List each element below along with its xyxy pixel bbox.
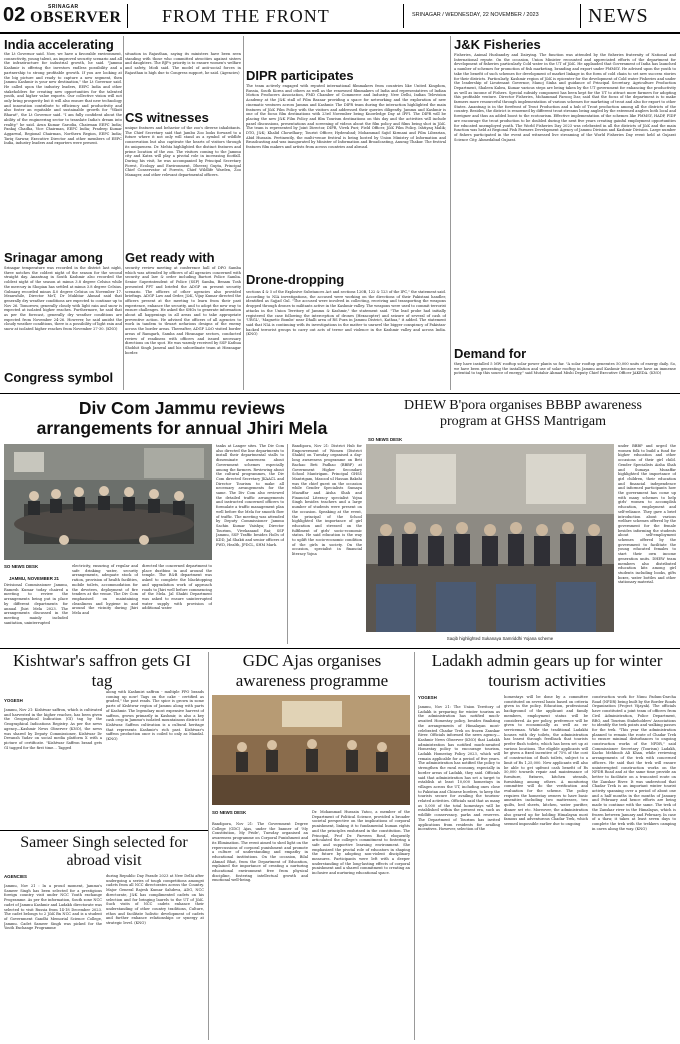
paper-name-small: SRINAGAR — [48, 4, 79, 10]
headline-get-ready: Get ready with — [125, 250, 215, 265]
column-divider — [243, 36, 244, 390]
story-srinagar-col1: Srinagar temperature was recorded in the district last night, three notches the coldest night of the season for the second straight day. Anantnag in South Kashmir also recorded the coldest night of the season at minus 3.8 degree Celsius while the mercury in Shopian has settled at minus 3.8 degree Celsius. Gulmarg recorded minus 4.0 degree Celsius on November 17. Meanwhile, Director MeT, Dr Mukhtar Ahmad said that generally dry weather conditions are expected to continue up to Nov 26. Tomorrow, generally cloudy with light rain and snow is expected at isolated higher reaches. Furthermore, he said that as per the forecast, generally dry weather conditions are expected from November 24-26. However, he said amidst the cloudy weather conditions, there is a possibility of light rain and snow at isolated higher reaches from November 27-30. (KNO) — [4, 266, 122, 332]
story-sameer-col1: Jammu, Nov 21 : In a proud moment, Jammu's Sameer Singh has been selected for a prestigious foreign country visit under NCC Youth exchange Programme. As per the information, South zone NCC cadet of Jammu Kashmir and Ladakh directorate was selected to visit Russia from 14-18 December 2023. The cadet belongs to 2 J&K Bn NCC and is a student of Government Gandhi Memorial Science College, Jammu. Cadet Sameer Singh was picked for the Youth Exchange Programme — [4, 884, 102, 931]
story-dipr-col1: The team actively engaged with reputed international filmmakers from countries like United Kingdom, Russia, South Korea and others as well as the renowned filmmakers of India and representatives of Indian Motion Producers Association, FMD Chamber of Commerce and Industry, New Delhi, Indian Television Academy at the J&K stall of Film Bazaar providing a space for networking and the exploration of new cinematic ventures across Jammu and Kashmir. The DIPR team during the interaction highlighted the main features of J&K Film Policy with the visitors and addressed their queries diligently. Jammu and Kashmir is one of the focus film destinations with 23rd November being Knowledge Day at IFFI. The DIPR will be placing the new J&K Film Policy and film Tourism destinations on this day and the activities will include panel discussions, presentations and screening of videos about the film policy and films being shot in J&K. The team is represented by Joint Director, DIPR, Vivek Puri; Field Officer, J&K Film Policy, Ishtiyaq Malik; DTO, J&K; Khalid Chowdhary; Tourist Officer, Hyderabad; Mohammad Sajid Kirmani and Film Librarian, Abid Hussain. Pertinently, the multi-venue festival is being hosted by Union Ministry of Information and Broadcasting and was inaugurated by Minister of Information and Broadcasting, Anurag Thakur. The festival features film makers and artists from across countries and abroad. — [246, 84, 446, 150]
story-getready-col1: security review meeting at conference hall of DPO Samba which was attended by officers of all agencies concerned with security and law & order including Bartori Police Samba. Senior Superintendent of Police (SSP) Samba, Benam Tosh presented PPT and briefed the ADGP on present security scenario. The officers of other agencies also provided briefings. ADGP Law and Order, J&K, Vijay Kumar directed the officers present at the meeting to learn from their past experience, enhance the security, and to adopt the new way to ensure challenges. He asked the SHOs to generate information about all happenings in all areas and to take appropriate preventive action. He advised the officers of all agencies to work in tandem to thwart nefarious designs of the enemy across the border areas. Thereafter, ADGP L&O visited border areas of Ramgarh, Samba and Hiranagar sectors, conducted review of readiness with officers and issued necessary directions on the spot. He was warmly received by SSP Kathua Shobhit Singh Jamwal and his subordinate team at Hiranagar border. — [125, 266, 241, 355]
story-divcom-col2: electricity, ensuring of regular and safe drinking water, security arrangements, adequate stock of ration, provision of health facilities, mobile toilets, accommodation for the devotees, deployment of fire tenders at the venue. The Div Com emphasised on maintaining cleanliness and hygiene in and around the vicinity during Jhiri Mela and — [72, 564, 138, 616]
story-india-col1: the Lt Governor said. Now, we have a favorable environment, connectivity, young talent, an improved security scenario and all the infrastructure for industrial growth, he said. "Jammu Kashmir is offering the investors endless possibility and a partnership to strong profitable growth. If you are looking at the big picture and ready to capture a new segment, then Jammu Kashmir is your new destination," the Lt Governor said. He called upon the industry leaders, EEPC India and other stakeholders for creating new opportunities for the talented youth, and higher value exports. Our collective vision will not only bring prosperity but it will also ensure that new technology and innovation contribute to efficiency and productivity and also foster an equitable and sustainable growth for "Viksit Bharat", the Lt Governor said. "I am fully confident about the ability of the engineering sector to translate India's dream into reality," he said. Arun Kumar Garodia, Chairman EEPC India; Pankaj Chadha, Vice Chairman, EEPC India; Pradeep Kumar Aggarwal, Regional Chairman, Northern Region, EEPC India; Tariq Sarwar, Executive Director and other members of EEPC India, industry leaders and exporters were present. — [4, 52, 122, 146]
headline-cs-witnesses: CS witnesses — [125, 110, 209, 125]
story-demand-col1: they have installed 5 MW rooftop solar power plants so far. "A solar rooftop generates 50,000 units of energy daily. So, we have been generating the installation and use of solar rooftop in Jammu and Kashmir because we have an immense potential to tap this source of energy," said Mutahir Ahmad Mishi Deputy Chief Executive Officer JAKEDA. (KNO) — [454, 362, 676, 376]
headline-congress-symbol: Congress symbol — [4, 370, 114, 385]
column-divider — [287, 444, 288, 644]
headline-sameer: Sameer Singh selected for abroad visit — [20, 834, 188, 869]
story-saffron-col2: along with Kashmiri saffron - multiple FPO brands coming up now! Tags on the cake - certified as graded," the post reads. The spice is grown in some parts of Kishtwar region of Jammu along with parts of Kashmir. The legendary most expensive harvest of saffron, grown primarily in Kashmir, is also a key cash crop in Jammu's isolated mountainous district of Kishtwar. Saffron cultivation is a cultural heritage that represents Kashmir's rich past. Kishtwar's saffron production once is coiled to only as Mandal. (KNO) — [106, 690, 204, 742]
page-number: 02 — [3, 4, 26, 26]
story-ladakh-col2: homestays will be done by a committee constituted on several basis based on criteria given in the policy. Education, professional background of the applicant and family members, employment status will be considered. As per policy, preference will be given to economically as well as ex-serviceman. While the traditional Ladakhi houses with dry toilets, the administration has learnt through feedback that tourists prefer flush toilets, which has been set up at various locations. The eligible applicants will be given a fixed incentive of 75% of the cost of construction of flush toilets, subject to a limit of Rs 1,25,000. New applicants will also be able to get upfront cash benefit of Rs 50,000 towards repair and maintenance of furniture, fixtures, kitchen utensils, furnishing among others. A monitoring committee will do the verification and evaluation for the scheme. The policy requires the homestay owners to have basic amenities including two mattresses, two quilts, bed sheets, kitchen, water purifier, dinner set etc. Moreover, the administration also geared up for holding Himalayan most famous and adventurous Chadar Trek, which seemed impossible earlier due to ongoing — [504, 695, 588, 826]
story-cs-col1: unique features and behavior of the zoo's diverse inhabitants. The Chief Secretary said that Jambu Zoo looks forward to a future where it not only will stand as a symbol of wildlife conservation but also captivate the hearts of visitors through its uniqueness. Dr. Mehta highlighted the distinct features and prime location of the zoo. The visitors coming to the Jammu city and Katra will play a pivotal role in increasing footfall. During his visit, he was accompanied by Principal Secretary Forest, Ecology and Environment, Dheeraj Gupta, Principal Chief Conservator of Forests, Chief Wildlife Warden, Zoo Manager, and other relevant departmental officers. — [125, 126, 241, 178]
headline-srinagar-among: Srinagar among — [4, 250, 103, 265]
headline-ladakh: Ladakh admin gears up for winter tourism activities — [431, 651, 663, 690]
story-saffron-col1: Jammu, Nov 21: Kishtwar saffron, which is cultivated and harvested in the higher reaches, has been given the Geographical Indication (GI) tag by the Geographical Indications Registry. As per the news agency—Kashmir News Observer (KNO), the news was shared by Deputy Commissioner, Kishtwar Dr Devansh Yadav on social media platform X with a picture of certificate. "Kishtwar Saffron brand gets GI tagged for the first time… Tagged — [4, 708, 102, 750]
story-dhew-col2: under BBBP and urged the women folk to build a fund for higher education and other occasions of their girl child. Gender Specialists Aisha Shah and Sumaya Muzaffar highlighted the importance of girl children, their education and financial independence and informed participants how the government has come up with many schemes to help girls' women to accomplish education, employment and self-reliance. They gave a brief introduction about various welfare schemes offered by the government for the female besides informing the students about self-employment schemes offered by the government to facilitate the young educated females to start their own income generation units. DHEW team members also distributed education kits among girl students including books, gifts boxes, water bottles and other stationary material. — [618, 444, 676, 585]
divcom-byline: SO NEWS DESK — [4, 564, 39, 569]
news-label: NEWS — [588, 5, 649, 27]
paper-name: OBSERVER — [30, 9, 122, 26]
meeting-photo — [4, 444, 212, 560]
story-dhew-col1: Bandipora, Nov 21: District Hub for Empowerment of Women (District Shakti) on Tuesday organised a day-long awareness programme on Beti Bachao Beti Padhao (BBBP) at Government Higher Secondary School Mantrigam. Principal GHSS Mantrigam, Masood ul Hassan Bakshi was the chief guest on the occasion while Gender Specialists Sumaya Muzaffar and Aisha Shah and Financial Literacy specialist Yojna Singh besides teachers and a large number of students were present on the occasion. Speaking at the event, the principal of the School highlighted the importance of girl education and stressed on the fulfilment of girls' socio-economic status. He said education is the way to uplift the socio-economic condition of the girls in society. On the occasion, specialist in financial literacy Yojna — [292, 444, 362, 557]
story-gdc-col1: Bandipora, Nov 21: The Government Degree College (GDC) Ajas, under the banner of 'My Constitution, My Pride', Tuesday organised an awareness programme on Corporal Punishment and its Elimination. The event aimed to shed light on the repercussions of corporal punishment and promote a culture of understanding and empathy in educational institutions. On the occasion, Bilal Ahmad Bhat, from the Department of Education, explained the importance of creating a nurturing educational environment free from physical discipline, fostering intellectual growth and emotional well-being. — [212, 822, 308, 883]
masthead-divider — [580, 4, 581, 28]
dateline: SRINAGAR / WEDNESDAY, 22 NOVEMBER / 2023 — [412, 12, 539, 18]
masthead-rule — [0, 32, 680, 34]
saffron-byline: YOGESH — [4, 698, 23, 703]
headline-dipr-participates: DIPR participates — [246, 68, 354, 83]
headline-jk-fisheries: J&K Fisheries — [454, 37, 541, 52]
headline-gdc: GDC Ajas organises awareness programme — [235, 651, 389, 690]
headline-divcom-box — [4, 398, 360, 438]
story-ladakh-col1: Jammu, Nov 21: The Union Territory of Ladakh is preparing for winter tourism as the administration has notified much-awaited Homestay policy, besides finalizing the arrangements of Himalayan most-celebrated Chadar Trek on frozen Zanskar River. Officials informed the news agency—Kashmir News Observer (KNO) that Ladakh administration has notified much-awaited Homestay policy to encourage tourism, Ladakh Homestay Policy 2023, which will remain applicable for a period of five years. The administration has notified the policy to strengthen the rural economy, especially in border areas of Ladakh, they said. Officials said that administration has set a target to establish at least 10,000 homestays in villages across the UT, including ones close to Pakistan and Chinese borders, to keep the tourists secure for availing the tourism-related activities. Officials said that as many as 5,000 of the total homestays will be established within the present era, such as wildlife conservancy, parks and reserves. The Department of Tourism has invited applications from residents for availing incentives. However, selection of the — [418, 705, 500, 832]
bbbp-photo — [366, 444, 614, 632]
column-divider — [123, 36, 124, 390]
sameer-byline: AGENCIES — [4, 874, 27, 879]
bbbp-photo-caption: Saqib highlighted Sukanaya Samriddhi Yojana scheme — [446, 636, 554, 641]
column-divider — [208, 652, 209, 1040]
masthead-divider — [127, 4, 128, 28]
divcom-dateline: JAMMU, NOVEMBER 21 — [8, 576, 59, 581]
headline-saffron: Kishtwar's saffron gets GI tag — [13, 651, 191, 690]
headline-india-accelerating: India accelerating — [4, 37, 114, 52]
headline-dhew-box — [370, 398, 676, 434]
column-divider — [414, 652, 415, 1040]
headline-demand-for: Demand for — [454, 346, 527, 361]
gdc-photo — [212, 695, 410, 805]
headline-drone-dropping: Drone-dropping — [246, 272, 345, 287]
section-rule — [0, 393, 680, 394]
column-divider — [450, 36, 451, 390]
section-rule — [0, 830, 208, 831]
gdc-byline: SO NEWS DESK — [212, 810, 247, 815]
story-jk-col1: Fisheries, Animal Husbandry and Dairying. The function was attended by the fisheries fraternity of National and International repute. On the occasion, Union Minister recounted and appreciated efforts of the department for development of fisheries particularly Cold water in the UT of J&K. He applauded that Government of India has launched a number of schemes for promotion of fish marketing, branding and export under PMMSY. He advised upon the youth to take the benefit of such schemes for development of market linkage in the form of cold chain to set new success stories for their districts. Particularly, Kashmir region of J&K is epicenter for the development of Cold water Fisheries and under the leadership of Lieutenant Governor, Manoj Sinha and guidance of Principal Secretary, Agriculture Production Department, Shaleen Kabra, Kumar various steps are being taken by the UT government for enhancing the productivity as well as income of Fishers. Special subsidy component has been kept for the UT to attract more farmers for adopting this profitable venture. Director Fisheries, Mohammad Farooq Dar, said that the focus of the department is to make farmers more resourceful through implementation of various schemes for marketing of trout and also for export to other States. Anantnag is in the forefront of Trout Production and a hub of Trout production among all the districts of the country. Besides, the district is renowned by different trout streams being angled by the esteemed anglers both local and foreigner and thus an added boost to the ecotourism. Effective implementation of the schemes like PMMSY, HADP, FIDF are encourage the trout production to be doubled during the next five years creating gainful employment opportunities for educated unemployed youth. The World Fisheries Day 2023 was celebrated in all the districts of J&K and the main function was held at Regional Fish Farmers Development Agency of Jammu Division and Kashmir Division. Large number of fishers participated in the event and witnessed live streaming of the World Fisheries Day event held at Gujarat Science City, Ahmedabad Gujarat. — [454, 53, 676, 142]
story-sameer-col2: during Republic Day Parade 2023 at New Delhi after undergoing a series of tough competitions amongst cadets from all NCC directorates across the Country. Major General Rajesh Kumar Sahdeva, ADG, NCC directorate, J&K has complimented cadets on his selection and for bringing laurels to the UT of J&K. Such visits of NCC cadets enhance their understanding of other country traditions, Culture, ethos and facilitate holistic development of cadets and further enhance relationships or synergy at strategic level. (KNO) — [106, 874, 204, 926]
story-ladakh-col3: construction work for Nimu Padum-Darcha Road (NPDR) being built by the Border Roads Organisation (Project Vijayak). The officials have constituted a joint team of officers from Civil Administration, Police Department, BRO, and Tourism Stakeholders' Associations to identify the trek points and walking passes for the trek. "This year the administration planned to remain the route of Chadar Trek to ensure minimal disturbances to ongoing construction works of the NPDR," said Commissioner Secretary (Tourism) Ladakh, Kacho Mehboob Ali Khan, while reviewing arrangements of the trek with concerned officers. He said that the trek will ensure uninterrupted construction works on the NPDR Road and at the same time provide an better to facilitate on a truncated route on the Zanskar River. It was understood that Chadar Trek is an important winter tourist activity spanning over a period of about one and a half months in the months of January and February and hence efforts are being made to continue with the same. The trek of the Zanskar river in the Himalayas, which is frozen between January and February. In case of a thaw, it takes at least seven days to complete the trek with the trekkers camping in caves along the way. (KNO) — [592, 695, 676, 831]
story-gdc-col2: Dr. Mohammad Hussain Yatoo, a member of the Department of Political Science, provided a broader societal perspective on the implications of corporal punishment, linking it to fundamental human rights and the principles enshrined in the constitution. The Principal, Prof Dr. Parveen Rouf, eloquently articulated the college's commitment to fostering a safe and supportive learning environment. She emphasized the pivotal role of educators in shaping the future by adopting non-violent disciplinary measures. Participants were left with a deeper understanding of the long-lasting effects of corporal punishment and a shared commitment to creating an inclusive and nurturing educational space. — [312, 810, 410, 876]
masthead-divider — [403, 4, 404, 28]
story-drone-col1: sections 4 & 5 of the Explosive Substances Act and sections 120B, 122 & 123 of the IPC," the statement said. According to NIA investigations, the accused were working on the directions of their Pakistani handler, identified as Sajjad Gul. "The accused were involved in collecting, receiving and transporting the weapons dropped through drones to militants active in the Kashmir valley. The weapons were used to commit terrorist attacks in the Union Territory of Jammu & Kashmir," the statement said. "The lead probe had initially registered the case following the interception of drones (Hexacopter) and seizure of several of cash of 'UBGL', 'Magnetic Bombs' near Dhalli area of RS Pura in Jammu District, Kathua," it added. The statement said that NIA is continuing with its investigations in the matter to unravel the bigger conspiracy of Pakistan-backed terrorist groups to carry out acts of terror and violence in the Kashmir valley and across India. (KNO) — [246, 290, 446, 337]
story-divcom-col3: directed the concerned department to place dustbins in and around the temple. The R&B department was asked to complete the blacktopping and upgradation work of approach roads to Jhiri well before commencing of the Mela. Jal Shakti Department was asked to ensure uninterrupted water supply with provision of additional water — [142, 564, 212, 611]
dhew-byline: SO NEWS DESK — [368, 437, 403, 442]
section-rule — [0, 648, 680, 649]
headline-dhew: DHEW B'pora organises BBBP awareness program at GHSS Mantrigam — [404, 398, 642, 429]
story-divcom-col1: Divisional Commissioner Jammu, Ramesh Kumar today chaired a meeting to review the arrangements being put in place by different departments for annual Jhiri Mela 2023. The arrangements discussed in the meeting mainly included sanitation, uninterrupted — [4, 583, 68, 625]
masthead — [0, 0, 680, 33]
section-title: FROM THE FRONT — [162, 6, 330, 26]
story-divcom-col4: tanks at Langer sites. The Div Com also directed the line departments to install their departmental stalls to disseminate awareness about Government schemes especially among the farmers. Reviewing about the cultural programmes, the Div Com directed Secretary JKAACL and Director Tourism to make all necessary arrangements for the same. The Div Com also reviewed the detailed traffic arrangements and instructed concerned officers to formulate a traffic management plan well before the Mela for smooth flow of traffic. The meeting was attended by Deputy Commissioner Jammu Sachin Kumar Vaishya; Director Tourism, Vivekanand Rai; SSP Jammu, SSP Traffic besides HoDs of KDD, Jal Shakti and senior officers of PWD, Health, JPDCL, SHM Marh. — [216, 444, 284, 547]
headline-divcom: Div Com Jammu reviews arrangements for annual Jhiri Mela — [36, 398, 328, 438]
story-india-col2: situation in Rajasthan, saying its ministers have been seen standing with those who committed atrocities against sisters and daughters. The BJP's priority is to ensure women's welfare and safety, Modi said. The model of anti-social forces in Rajasthan is high due to Congress support, he said. (Agencies) — [125, 52, 241, 75]
ladakh-byline: YOGESH — [418, 695, 437, 700]
